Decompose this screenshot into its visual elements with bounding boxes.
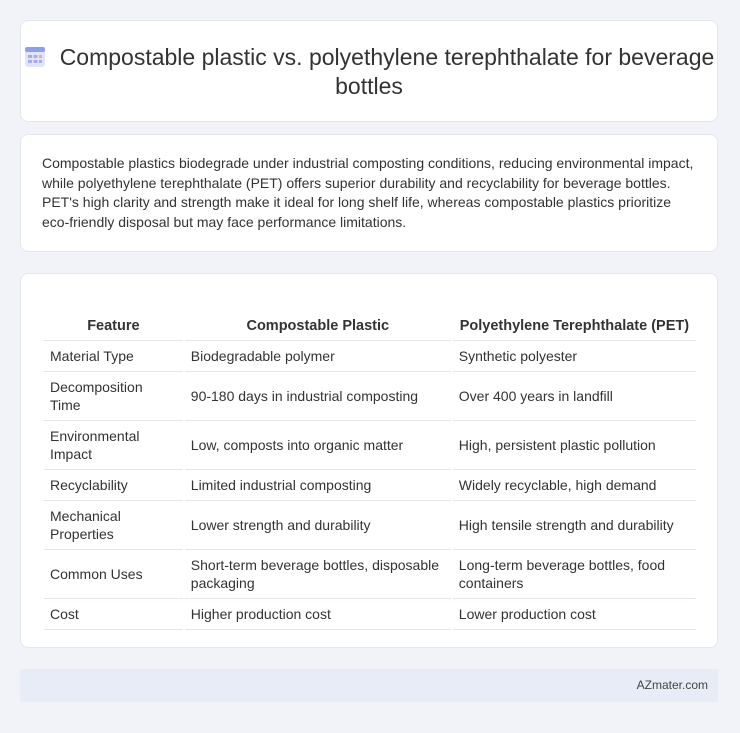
page-title: Compostable plastic vs. polyethylene terephthalate for beverage bottles: [59, 44, 715, 99]
row-pet-cell: Lower production cost: [453, 599, 696, 630]
row-pet-cell: Over 400 years in landfill: [453, 372, 696, 421]
comparison-table: [42, 296, 698, 630]
row-feature-cell: Material Type: [44, 341, 183, 372]
row-feature-cell: Common Uses: [44, 550, 183, 599]
row-pet-cell: Synthetic polyester: [453, 341, 696, 372]
table-row: [44, 421, 696, 470]
title-card: [20, 20, 718, 122]
row-feature-cell: Recyclability: [44, 470, 183, 501]
table-row: [44, 550, 696, 599]
row-pet-cell: Widely recyclable, high demand: [453, 470, 696, 501]
row-pet-cell: High tensile strength and durability: [453, 501, 696, 550]
row-compostable-cell: Lower strength and durability: [185, 501, 451, 550]
table-header-row: [44, 296, 696, 341]
row-feature-cell: Cost: [44, 599, 183, 630]
table-row: [44, 372, 696, 421]
table-row: [44, 501, 696, 550]
row-compostable-cell: Biodegradable polymer: [185, 341, 451, 372]
row-compostable-cell: Short-term beverage bottles, disposable packaging: [185, 550, 451, 599]
row-compostable-cell: Limited industrial composting: [185, 470, 451, 501]
table-row: [44, 599, 696, 630]
footer-brand-link[interactable]: AZmater.com: [636, 678, 708, 692]
table-row: [44, 470, 696, 501]
header-feature: Feature: [44, 296, 183, 341]
summary-card: [20, 134, 718, 252]
summary-paragraph: Compostable plastics biodegrade under industrial composting conditions, reducing environmental impact, while polyethylene terephthalate (PET) offers superior durability and recyclability for beverage bottles. PET's high clarity and strength make it ideal for long shelf life, whereas compostable plastics prioritize eco-friendly disposal but may face performance limitations.: [42, 155, 694, 230]
comparison-table-card: [20, 273, 718, 648]
row-feature-cell: Mechanical Properties: [44, 501, 183, 550]
row-feature-cell: Environmental Impact: [44, 421, 183, 470]
header-compostable-plastic: Compostable Plastic: [185, 296, 451, 341]
row-pet-cell: Long-term beverage bottles, food containers: [453, 550, 696, 599]
row-compostable-cell: Higher production cost: [185, 599, 451, 630]
table-row: [44, 341, 696, 372]
row-compostable-cell: 90-180 days in industrial composting: [185, 372, 451, 421]
document-grid-icon: [24, 46, 46, 68]
row-pet-cell: High, persistent plastic pollution: [453, 421, 696, 470]
page-title-container: [21, 43, 717, 101]
footer-bar: [20, 669, 718, 702]
row-feature-cell: Decomposition Time: [44, 372, 183, 421]
row-compostable-cell: Low, composts into organic matter: [185, 421, 451, 470]
header-pet: Polyethylene Terephthalate (PET): [453, 296, 696, 341]
